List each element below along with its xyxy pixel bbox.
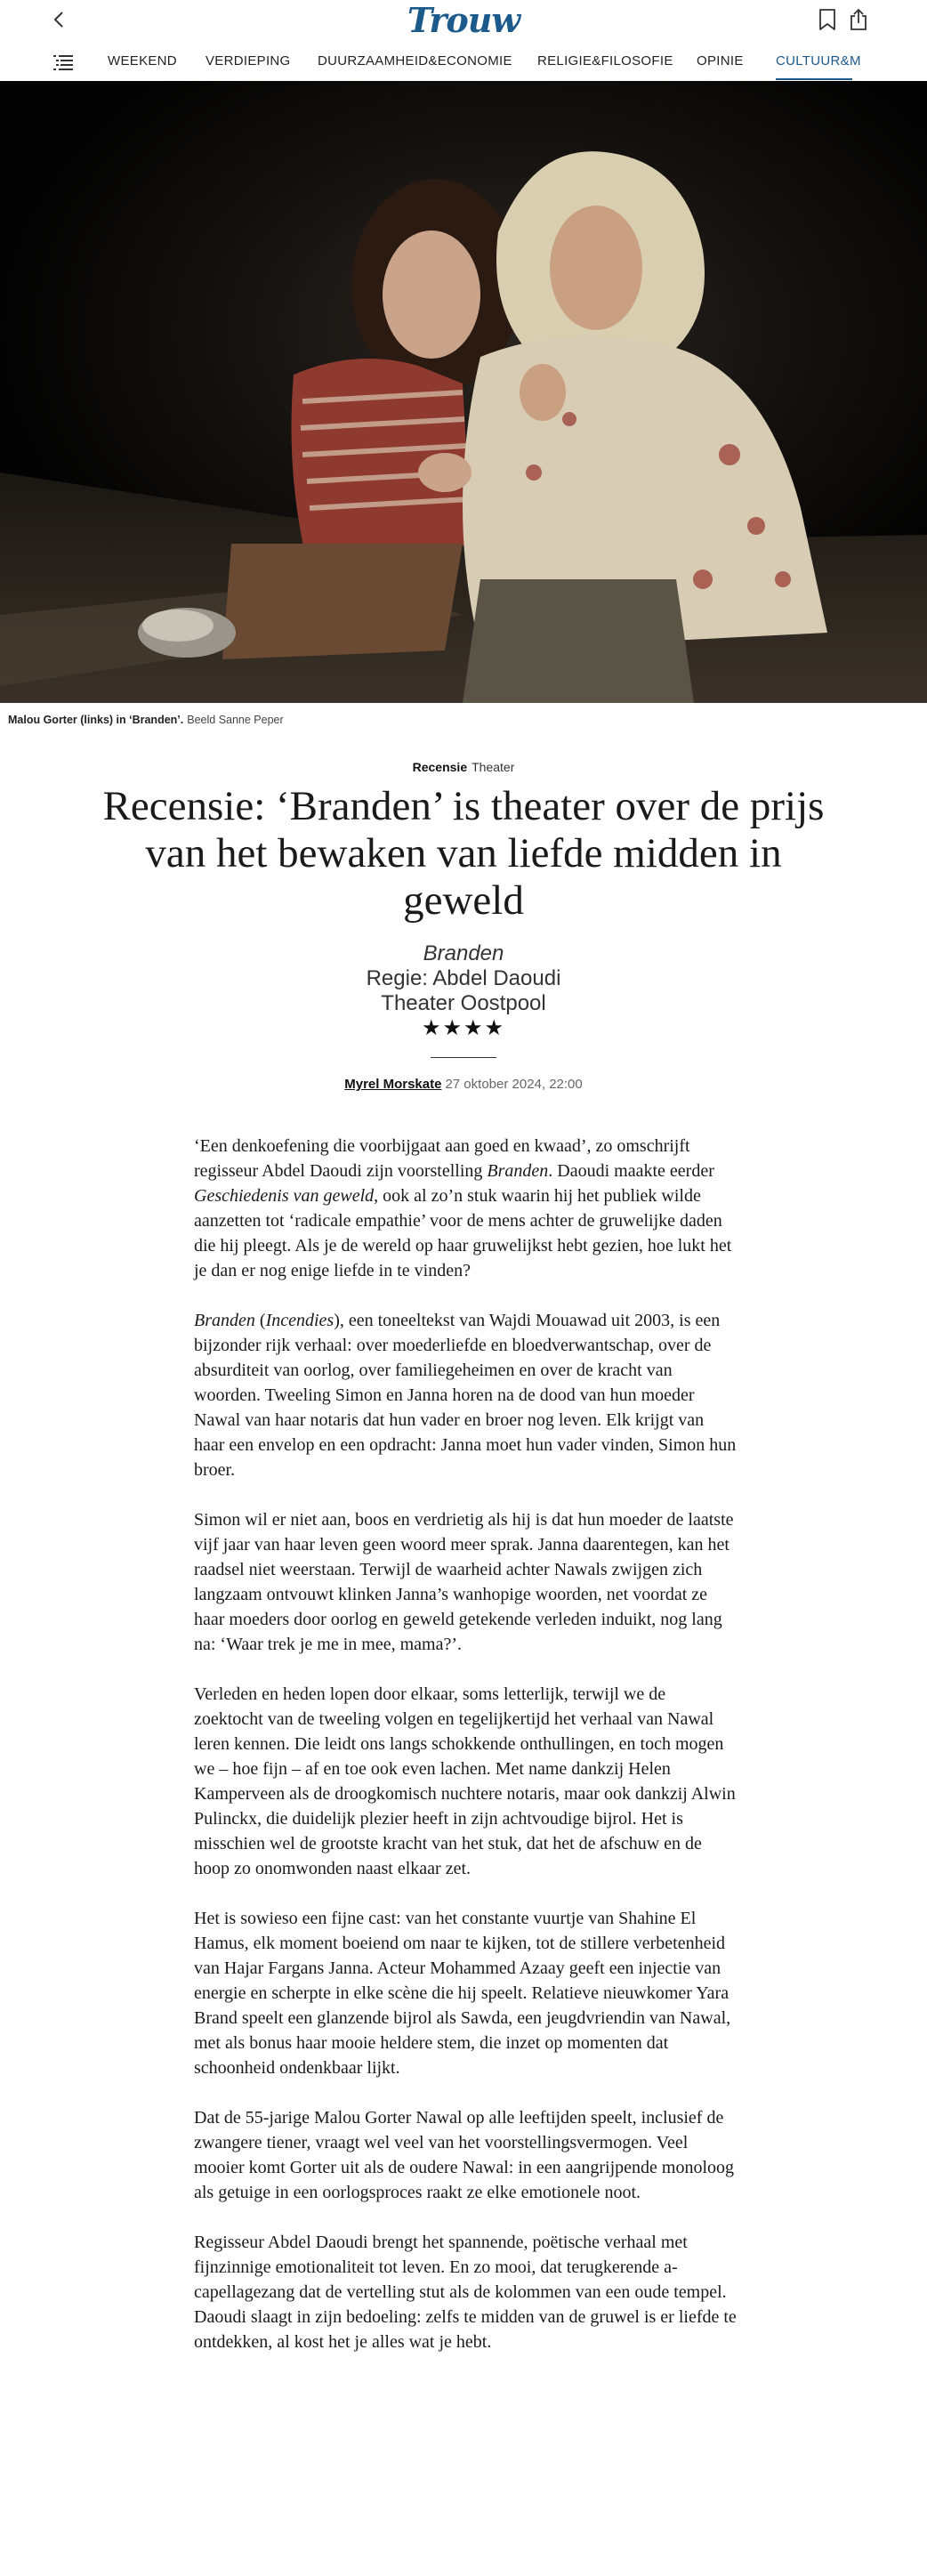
nav-item-duurzaamheid-economie[interactable]: DUURZAAMHEID&ECONOMIE	[318, 53, 512, 69]
p7-text: Regisseur Abdel Daoudi brengt het spannende, poëtische verhaal met fijnzinnige emotionaliteit tot leven. En zo mooi, dat terugkerende a-capellagezang dat de vertelling stut als de kolommen van een oude tempel. Daoudi slaagt in zijn bedoeling: zelfs te midden van de gruwel is er liefde te ontdekken, al kost het je alles wat je hebt.	[194, 2233, 737, 2352]
p5-text: Het is sowieso een fijne cast: van het constante vuurtje van Shahine El Hamus, elk moment boeiend om naar te kijken, tot de stillere verbetenheid van Hajar Fargans Janna. Acteur Mohammed Azaay geeft een injectie van energie en scherpte in elke scène die hij speelt. Relatieve nieuwkomer Yara Brand speelt een glanzende bijrol als Sawda, een jeugdvriendin van Nawal, met als bonus haar mooie heldere stem, die inzet op momenten dat schoonheid ondenkbaar lijkt.	[194, 1909, 731, 2078]
share-icon	[847, 7, 870, 32]
photo-caption	[8, 714, 284, 726]
stage-photo	[0, 81, 927, 703]
nav-item-weekend[interactable]: WEEKEND	[108, 53, 177, 69]
article-section-label[interactable]: Theater	[472, 760, 515, 774]
nav-item-cultuur-media[interactable]: CULTUUR&M	[776, 53, 861, 69]
publish-date: 27 oktober 2024, 22:00	[445, 1077, 583, 1092]
star-rating: ★★★★	[421, 1016, 506, 1040]
article-headline: Recensie: ‘Branden’ is theater over de prijs van het bewaken van liefde midden in geweld	[102, 783, 825, 924]
paragraph-2	[194, 1308, 737, 1482]
section-nav	[0, 46, 927, 80]
photo-credit: Beeld Sanne Peper	[187, 714, 284, 726]
menu-list-icon	[52, 52, 75, 73]
play-title: Branden	[423, 941, 504, 965]
paragraph-4	[194, 1682, 737, 1881]
paragraph-1	[194, 1134, 737, 1283]
active-tab-indicator	[776, 78, 852, 80]
article-kind-label: Recensie	[412, 760, 468, 774]
article-labels	[0, 760, 927, 774]
nav-item-opinie[interactable]: OPINIE	[697, 53, 744, 69]
p3-text: Simon wil er niet aan, boos en verdrietig als hij is dat hun moeder de laatste vijf jaar van haar leven geen woord meer sprak. Janna daarentegen, kan het raadsel niet weerstaan. Terwijl de waarheid achter Nawals zwijgen zich langzaam ontvouwt klinken Janna’s wanhopige woorden, net voordat ze haar moeders door oorlog en geweld getekende verleden induikt, nog lang na: ‘Waar trek je me in mee, mama?’.	[194, 1510, 734, 1654]
header-divider	[431, 1057, 496, 1058]
paragraph-3	[194, 1507, 737, 1657]
author-link[interactable]: Myrel Morskate	[344, 1077, 442, 1092]
bookmark-button[interactable]	[817, 7, 838, 32]
trouw-logo[interactable]: Trouw	[407, 0, 520, 40]
share-button[interactable]	[847, 7, 870, 32]
p4-text: Verleden en heden lopen door elkaar, soms letterlijk, terwijl we de zoektocht van de tweeling volgen en tegelijkertijd het verhaal van Nawal leren kennen. Die leidt ons langs schokkende onthullingen, en toch mogen we – hoe fijn – af en toe ook even lachen. Met name dankzij Helen Kamperveen als de droogkomisch nuchtere notaris, maar ook dankzij Alwin Pulinckx, die duidelijk plezier heeft in zijn achtvoudige bijrol. Het is misschien wel de grootste kracht van het stuk, dat het de afschuw en de hoop zo onomwonden naast elkaar zet.	[194, 1684, 736, 1878]
nav-item-religie-filosofie[interactable]: RELIGIE&FILOSOFIE	[537, 53, 673, 69]
p6-text: Dat de 55-jarige Malou Gorter Nawal op alle leeftijden speelt, inclusief de zwangere tiener, vraagt wel veel van het voorstellingsvermogen. Veel mooier komt Gorter uit als de oudere Nawal: in een aangrijpende monoloog als getuige in een oorlogsproces raakt ze elke emotionele noot.	[194, 2108, 735, 2202]
paragraph-7	[194, 2230, 737, 2354]
top-bar	[0, 0, 927, 44]
caption-text: Malou Gorter (links) in ‘Branden’.	[8, 714, 184, 726]
review-meta	[0, 941, 927, 1041]
article-body	[194, 1134, 737, 2379]
paragraph-5	[194, 1906, 737, 2080]
menu-button[interactable]	[52, 52, 75, 73]
p1-text: ‘Een denkoefening die voorbijgaat aan goed en kwaad’, zo omschrijft regisseur Abdel Daoudi zijn voorstelling Branden. Daoudi maakte eerder Geschiedenis van geweld, ook al zo’n stuk waarin hij het publiek wilde aanzetten tot ‘radicale empathie’ voor de mens achter de gruwelijke daden die hij pleegt. Als je de wereld op haar gruwelijkst hebt gezien, hoe lukt het je dan er nog enige liefde in te vinden?	[194, 1136, 732, 1280]
byline	[0, 1077, 927, 1092]
director-line: Regie: Abdel Daoudi	[366, 966, 561, 990]
p2-text: Branden (Incendies), een toneeltekst van Wajdi Mouawad uit 2003, is een bijzonder rijk verhaal: over moederliefde en bloedverwantschap, over de absurditeit van oorlog, over familiegeheimen en over de kracht van woorden. Tweeling Simon en Janna horen na de dood van hun moeder Nawal van haar notaris dat hun vader en broer nog leven. Elk krijgt van haar een envelop en een opdracht: Janna moet hun vader vinden, Simon hun broer.	[194, 1311, 737, 1480]
hero-photo	[0, 81, 927, 703]
nav-item-verdieping[interactable]: VERDIEPING	[206, 53, 291, 69]
bookmark-icon	[817, 7, 838, 32]
paragraph-6	[194, 2105, 737, 2205]
company-line: Theater Oostpool	[381, 991, 546, 1015]
